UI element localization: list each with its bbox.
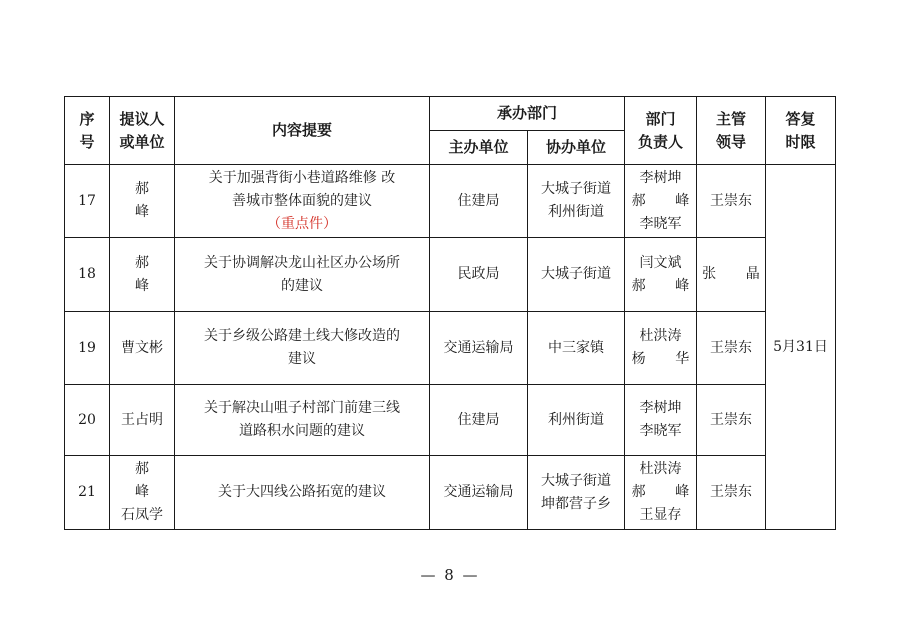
assist-cell: 利州街道 (528, 385, 625, 456)
deadline-cell: 5月31日 (766, 165, 836, 530)
table-row (65, 312, 836, 385)
leader-header: 主管 领导 (697, 97, 766, 165)
dept-head-cell: 杜洪涛 郝 峰 王显存 (625, 456, 697, 530)
dept-group-header: 承办部门 (430, 97, 625, 131)
leader-cell: 王崇东 (697, 165, 766, 238)
proposer-header: 提议人 或单位 (110, 97, 175, 165)
row-number: 20 (65, 385, 110, 456)
dept-head-cell: 杜洪涛 杨 华 (625, 312, 697, 385)
leader-cell: 张 晶 (697, 238, 766, 312)
host-header: 主办单位 (430, 131, 528, 165)
dept-head-header: 部门 负责人 (625, 97, 697, 165)
content-cell: 关于协调解决龙山社区办公场所 的建议 (175, 238, 430, 312)
table-row (65, 165, 836, 238)
page-number: — 8 — (420, 566, 480, 584)
assist-cell: 大城子街道 利州街道 (528, 165, 625, 238)
key-item-badge: （重点件） (267, 215, 337, 232)
content-cell: 关于解决山咀子村部门前建三线 道路积水问题的建议 (175, 385, 430, 456)
table-row (65, 456, 836, 530)
row-number: 21 (65, 456, 110, 530)
host-cell: 住建局 (430, 165, 528, 238)
leader-cell: 王崇东 (697, 312, 766, 385)
seq-header: 序 号 (65, 97, 110, 165)
host-cell: 交通运输局 (430, 312, 528, 385)
proposer-cell: 王占明 (110, 385, 175, 456)
proposal-table (64, 96, 836, 530)
dept-head-cell: 李树坤 李晓军 (625, 385, 697, 456)
leader-cell: 王崇东 (697, 456, 766, 530)
row-number: 17 (65, 165, 110, 238)
row-number: 18 (65, 238, 110, 312)
host-cell: 住建局 (430, 385, 528, 456)
content-cell: 关于乡级公路建土线大修改造的 建议 (175, 312, 430, 385)
dept-head-cell: 闫文斌 郝 峰 (625, 238, 697, 312)
dept-head-cell: 李树坤 郝 峰 李晓军 (625, 165, 697, 238)
host-cell: 民政局 (430, 238, 528, 312)
leader-cell: 王崇东 (697, 385, 766, 456)
row-number: 19 (65, 312, 110, 385)
assist-header: 协办单位 (528, 131, 625, 165)
table-row (65, 385, 836, 456)
content-header: 内容提要 (175, 97, 430, 165)
content-cell: 关于大四线公路拓宽的建议 (175, 456, 430, 530)
proposer-cell: 郝 峰 (110, 165, 175, 238)
assist-cell: 大城子街道 坤都营子乡 (528, 456, 625, 530)
table-row (65, 238, 836, 312)
host-cell: 交通运输局 (430, 456, 528, 530)
proposer-cell: 曹文彬 (110, 312, 175, 385)
proposer-cell: 郝 峰 (110, 238, 175, 312)
content-cell: 关于加强背街小巷道路维修 改 善城市整体面貌的建议 （重点件） (175, 165, 430, 238)
assist-cell: 大城子街道 (528, 238, 625, 312)
deadline-header: 答复 时限 (766, 97, 836, 165)
header-row (65, 97, 836, 131)
assist-cell: 中三家镇 (528, 312, 625, 385)
proposer-cell: 郝 峰 石凤学 (110, 456, 175, 530)
